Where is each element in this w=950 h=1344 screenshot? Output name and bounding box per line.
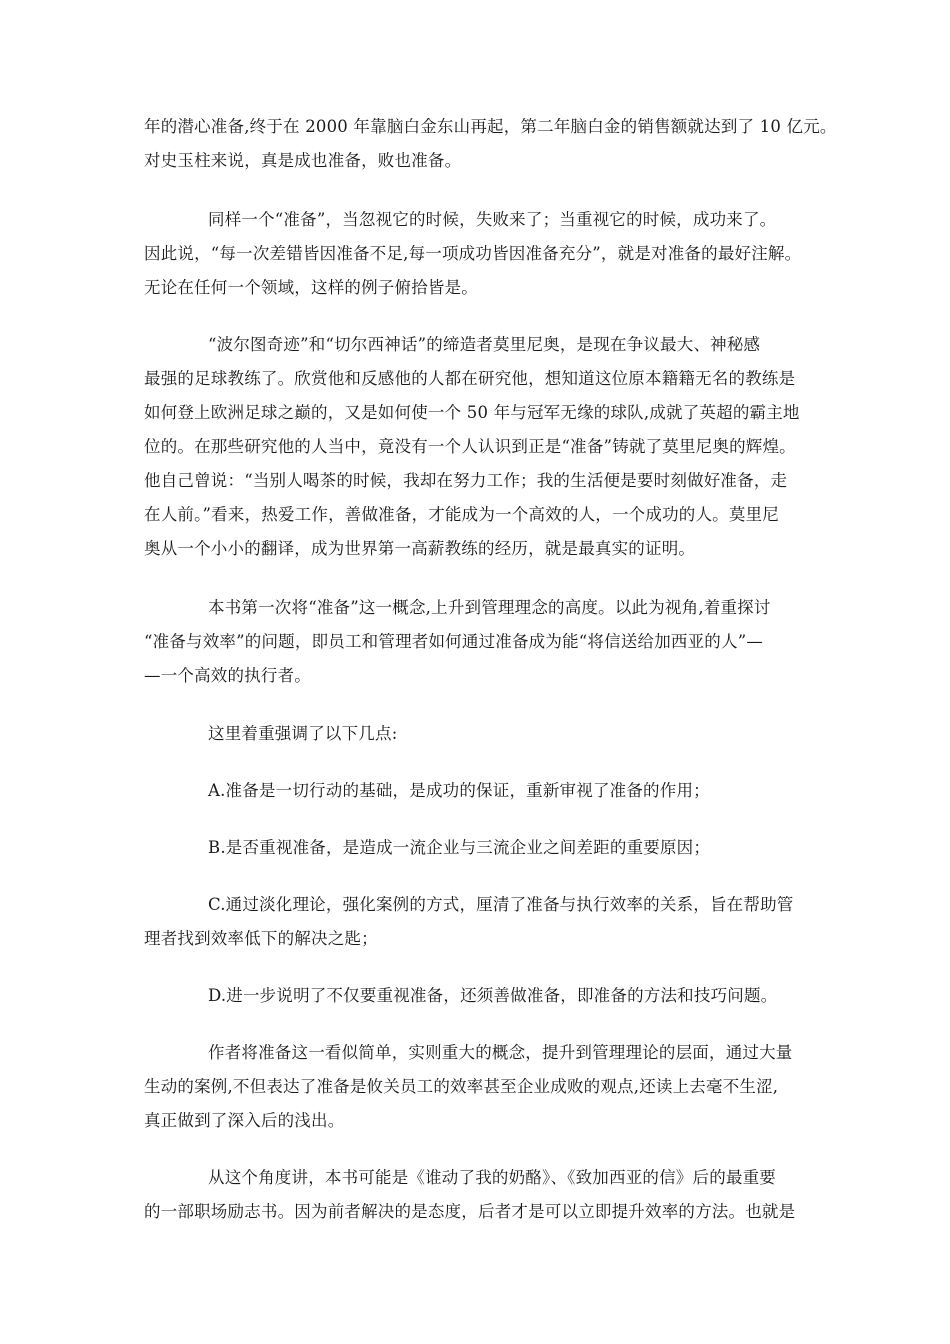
text-line: 作者将准备这一看似简单，实则重大的概念，提升到管理理论的层面，通过大量 xyxy=(208,1043,793,1062)
text-line: 对史玉柱来说，真是成也准备，败也准备。 xyxy=(144,151,462,170)
text-line: “波尔图奇迹”和“切尔西神话”的缔造者莫里尼奥，是现在争议最大、神秘感 xyxy=(208,335,761,354)
text-line: 他自己曾说：“当别人喝茶的时候，我却在努力工作；我的生活便是要时刻做好准备，走 xyxy=(144,471,788,490)
text-line: 生动的案例,不但表达了准备是攸关员工的效率甚至企业成败的观点,还读上去毫不生涩, xyxy=(144,1077,779,1096)
text-line: 同样一个“准备”，当忽视它的时候，失败来了；当重视它的时候，成功来了。 xyxy=(208,210,777,229)
text-line: 在人前。”看来，热爱工作，善做准备，才能成为一个高效的人，一个成功的人。莫里尼 xyxy=(144,505,779,524)
text-line: 年的潜心准备,终于在 2000 年靠脑白金东山再起，第二年脑白金的销售额就达到了 10 亿元。 xyxy=(144,117,837,136)
text-line: 奥从一个小小的翻译，成为世界第一高薪教练的经历，就是最真实的证明。 xyxy=(144,539,696,558)
text-line: 的一部职场励志书。因为前者解决的是态度，后者才是可以立即提升效率的方法。也就是 xyxy=(144,1202,796,1221)
text-line: 这里着重强调了以下几点: xyxy=(208,724,398,743)
text-line: —一个高效的执行者。 xyxy=(144,666,311,685)
text-line: “准备与效率”的问题，即员工和管理者如何通过准备成为能“将信送给加西亚的人”— xyxy=(144,632,764,651)
text-line: D.进一步说明了不仅要重视准备，还须善做准备，即准备的方法和技巧问题。 xyxy=(208,986,778,1005)
text-line: 最强的足球教练了。欣赏他和反感他的人都在研究他，想知道这位原本籍籍无名的教练是 xyxy=(144,369,796,388)
text-line: 真正做到了深入后的浅出。 xyxy=(144,1111,345,1130)
text-line: 从这个角度讲，本书可能是《谁动了我的奶酪》、《致加西亚的信》后的最重要 xyxy=(208,1168,776,1187)
text-line: C.通过淡化理论，强化案例的方式，厘清了准备与执行效率的关系，旨在帮助管 xyxy=(208,895,794,914)
text-line: B.是否重视准备，是造成一流企业与三流企业之间差距的重要原因； xyxy=(208,838,711,857)
text-line: 如何登上欧洲足球之巅的，又是如何使一个 50 年与冠军无缘的球队,成就了英超的霸主地 xyxy=(144,403,800,422)
text-line: 本书第一次将“准备”这一概念,上升到管理理念的高度。以此为视角,着重探讨 xyxy=(208,598,771,617)
text-line: 因此说，“每一次差错皆因准备不足,每一项成功皆因准备充分”，就是对准备的最好注解。 xyxy=(144,244,802,263)
text-line: A.准备是一切行动的基础，是成功的保证，重新审视了准备的作用； xyxy=(208,781,710,800)
text-line: 位的。在那些研究他的人当中，竟没有一个人认识到正是“准备”铸就了莫里尼奥的辉煌。 xyxy=(144,437,796,456)
text-line: 无论在任何一个领域，这样的例子俯拾皆是。 xyxy=(144,278,478,297)
text-line: 理者找到效率低下的解决之匙； xyxy=(144,929,378,948)
